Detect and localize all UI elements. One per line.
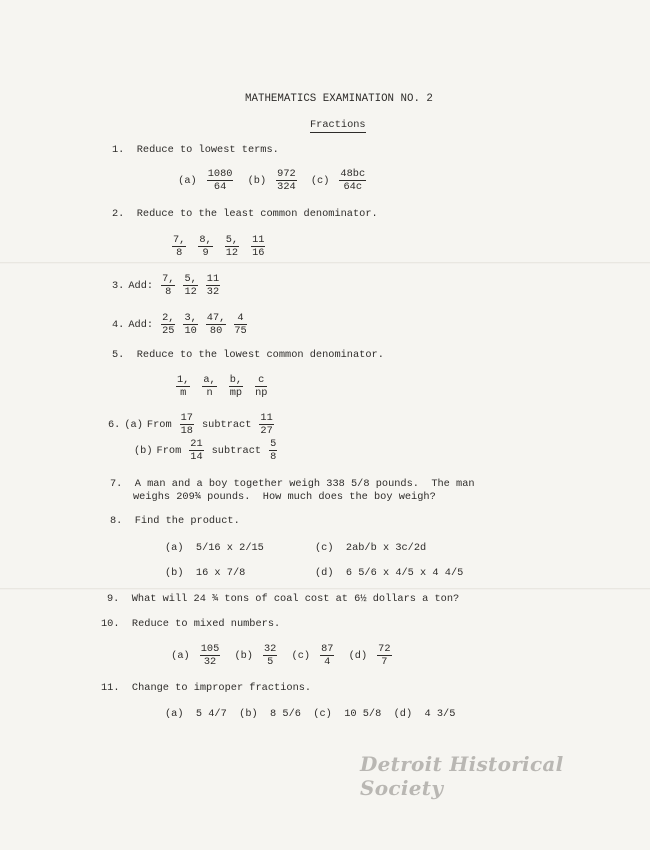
question-text: Reduce to mixed numbers. <box>131 618 281 630</box>
numerator: 7, <box>173 234 186 246</box>
fraction <box>229 374 243 399</box>
item-label: (b) <box>228 649 253 662</box>
numerator: 2, <box>162 312 175 324</box>
numerator: 1080 <box>207 168 233 180</box>
numerator: c <box>255 374 267 387</box>
item-label: (c) <box>285 649 311 662</box>
question-number: 10. <box>101 618 120 630</box>
denominator: mp <box>229 387 243 399</box>
page-title: MATHEMATICS EXAMINATION NO. 2 <box>245 93 433 105</box>
numerator: 5, <box>184 273 197 285</box>
fraction <box>172 234 186 259</box>
fraction <box>269 438 277 463</box>
denominator: 75 <box>234 325 247 337</box>
denominator: 64 <box>213 181 227 193</box>
numerator: 8, <box>199 234 212 246</box>
numerator: 21 <box>190 438 203 450</box>
fraction <box>176 374 190 399</box>
numerator: 17 <box>180 412 193 424</box>
fraction <box>198 234 212 259</box>
denominator: 8 <box>176 247 183 259</box>
denominator: 80 <box>209 325 223 337</box>
question-11 <box>101 682 311 694</box>
denominator: 10 <box>184 325 197 337</box>
numerator: 47, <box>206 312 226 324</box>
fraction <box>320 643 334 668</box>
fraction <box>339 168 366 193</box>
item-label: (b) <box>134 444 153 457</box>
question-text: Add: <box>128 279 154 292</box>
question-number: 5. <box>112 349 125 361</box>
question-3 <box>112 273 224 298</box>
item-text: From <box>146 418 172 431</box>
q8-item-a: (a) 5/16 x 2/15 <box>165 542 264 554</box>
numerator: 4 <box>234 312 246 325</box>
section-heading-text: Fractions <box>310 119 366 131</box>
fraction <box>234 312 246 337</box>
question-text: Find the product. <box>134 515 240 527</box>
fraction <box>206 273 220 298</box>
fraction <box>180 412 194 437</box>
question-number: 4. <box>112 318 125 331</box>
denominator: 324 <box>277 181 296 193</box>
q2-fractions <box>168 234 269 259</box>
numerator: 5 <box>270 438 277 450</box>
denominator: 32 <box>203 656 217 668</box>
question-text: Add: <box>128 318 154 331</box>
numerator: 72 <box>378 643 391 655</box>
question-10 <box>101 618 280 630</box>
fraction <box>276 168 297 193</box>
q8-item-d: (d) 6 5/6 x 4/5 x 4 4/5 <box>315 567 464 579</box>
denominator: 8 <box>270 451 277 463</box>
denominator: np <box>255 387 268 399</box>
question-4 <box>112 312 251 337</box>
question-number: 11. <box>101 682 120 694</box>
item-text: From <box>156 444 182 457</box>
question-9 <box>107 593 459 605</box>
q8-item-b: (b) 16 x 7/8 <box>165 567 246 579</box>
question-6a <box>108 412 278 437</box>
question-text: weighs 209¾ pounds. How much does the boy weigh? <box>133 491 436 503</box>
question-2 <box>112 208 378 220</box>
paper-fold <box>0 262 650 264</box>
fraction <box>251 234 265 259</box>
item-text: subtract <box>211 444 262 457</box>
question-6b <box>134 438 281 463</box>
numerator: a, <box>203 374 216 386</box>
fraction <box>183 312 197 337</box>
denominator: 64c <box>343 181 363 193</box>
question-text: Reduce to the lowest common denominator. <box>136 349 384 361</box>
fraction <box>200 643 221 668</box>
question-number: 8. <box>110 515 123 527</box>
question-text: Change to improper fractions. <box>131 682 312 694</box>
q10-fractions <box>165 643 396 668</box>
question-number: 1. <box>112 144 125 156</box>
fraction <box>263 643 277 668</box>
numerator: 11 <box>252 234 265 246</box>
fraction <box>207 168 234 193</box>
numerator: 5, <box>225 234 239 246</box>
numerator: 87 <box>321 643 334 655</box>
denominator: 27 <box>260 425 273 437</box>
question-text: A man and a boy together weigh 338 5/8 pounds. The man <box>134 478 475 490</box>
question-number: 3. <box>112 279 125 292</box>
item-label: (b) <box>241 174 267 187</box>
fraction <box>225 234 239 259</box>
fraction <box>259 412 273 437</box>
fraction <box>161 273 175 298</box>
numerator: 48bc <box>340 168 366 180</box>
question-number: 2. <box>112 208 125 220</box>
question-5 <box>112 349 384 361</box>
section-heading <box>310 119 366 131</box>
denominator: 12 <box>184 286 197 298</box>
fraction <box>202 374 216 399</box>
fraction <box>206 312 227 337</box>
numerator: 972 <box>277 168 296 180</box>
numerator: b, <box>229 374 243 386</box>
denominator: 32 <box>206 286 220 298</box>
numerator: 1, <box>177 374 190 386</box>
question-7 <box>110 478 475 490</box>
item-label: (a) <box>165 649 190 662</box>
denominator: 7 <box>381 656 388 668</box>
q1-fractions <box>172 168 370 193</box>
item-label: (d) <box>342 649 368 662</box>
denominator: 25 <box>162 325 175 337</box>
q3-fractions <box>157 273 224 298</box>
question-8 <box>110 515 240 527</box>
question-text: Reduce to lowest terms. <box>136 144 279 156</box>
question-number: 7. <box>110 478 123 490</box>
fraction <box>161 312 175 337</box>
numerator: 3, <box>184 312 197 324</box>
question-number: 6. <box>108 418 121 431</box>
q4-fractions <box>157 312 251 337</box>
numerator: 11 <box>260 412 273 424</box>
question-text: What will 24 ¾ tons of coal cost at 6½ dollars a ton? <box>131 593 460 605</box>
denominator: 12 <box>225 247 239 259</box>
q5-fractions <box>172 374 271 399</box>
question-text: Reduce to the least common denominator. <box>136 208 378 220</box>
q11-items: (a) 5 4/7 (b) 8 5/6 (c) 10 5/8 (d) 4 3/5 <box>165 708 456 720</box>
numerator: 105 <box>200 643 220 655</box>
numerator: 11 <box>206 273 220 285</box>
question-number: 9. <box>107 593 120 605</box>
denominator: n <box>206 387 213 399</box>
denominator: 8 <box>165 286 172 298</box>
fraction <box>189 438 203 463</box>
denominator: 4 <box>324 656 331 668</box>
fraction <box>255 374 267 399</box>
denominator: 9 <box>202 247 209 259</box>
denominator: 18 <box>180 425 193 437</box>
item-text: subtract <box>201 418 252 431</box>
item-label: (a) <box>172 174 197 187</box>
paper-fold <box>0 588 650 590</box>
item-label: (c) <box>304 174 330 187</box>
denominator: m <box>180 387 187 399</box>
question-1 <box>112 144 279 156</box>
numerator: 32 <box>263 643 277 655</box>
fraction <box>377 643 391 668</box>
fraction <box>183 273 197 298</box>
denominator: 16 <box>252 247 265 259</box>
watermark: Detroit Historical Society <box>360 752 564 800</box>
item-label: (a) <box>124 418 143 431</box>
denominator: 5 <box>267 656 274 668</box>
denominator: 14 <box>190 451 203 463</box>
q8-item-c: (c) 2ab/b x 3c/2d <box>315 542 427 554</box>
numerator: 7, <box>162 273 175 285</box>
